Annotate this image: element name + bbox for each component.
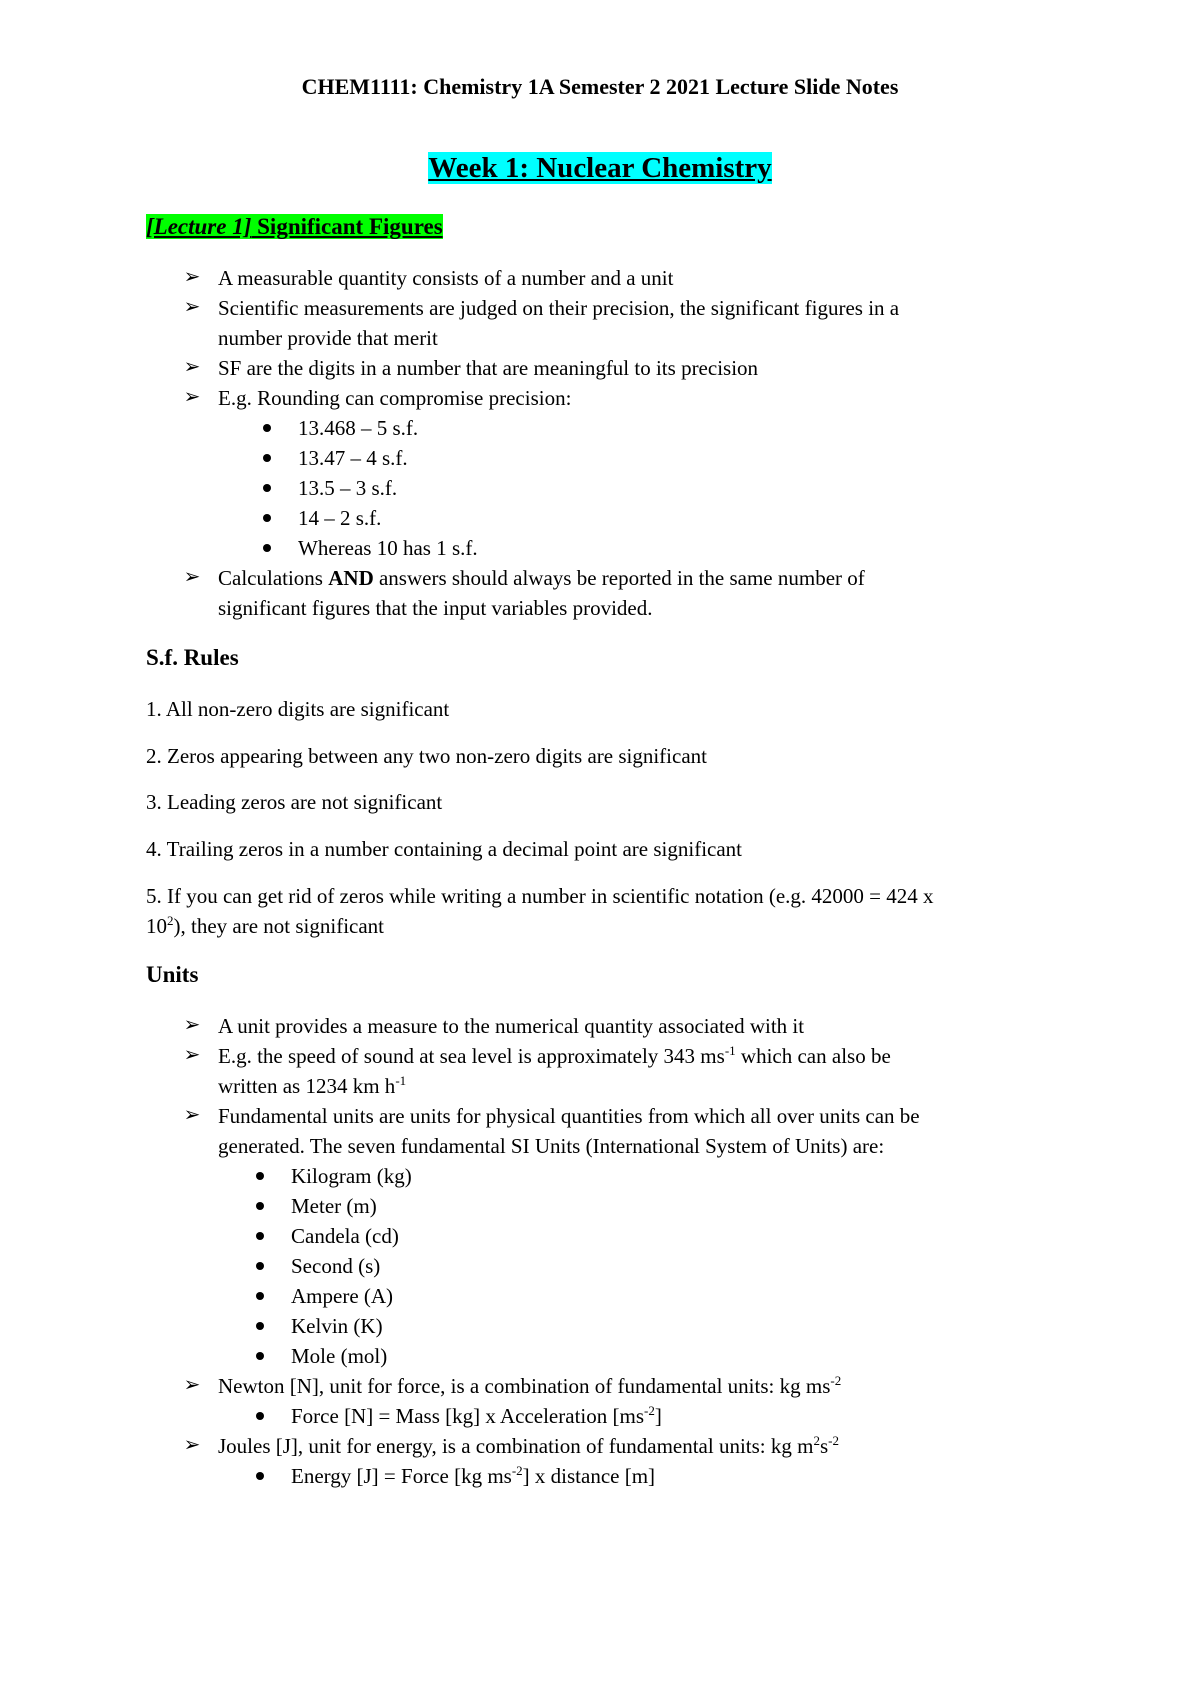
lecture-title: Significant Figures [251, 214, 443, 239]
si-unit-item: Meter (m) [291, 1194, 377, 1218]
joule-point [218, 1431, 839, 1461]
text-run: answers should always be reported in the same number of [373, 566, 865, 590]
arrow-bullet-icon: ➢ [183, 1374, 201, 1396]
rule-3: 3. Leading zeros are not significant [146, 790, 443, 814]
lecture-tag: [Lecture 1] [146, 214, 252, 239]
text-run: ] [654, 1404, 662, 1428]
text-run: Newton [N], unit for force, is a combination of fundamental units: kg ms [218, 1374, 831, 1398]
text-run: ] x distance [m] [522, 1464, 656, 1488]
text-run: s [819, 1434, 829, 1458]
bullet-icon [256, 1322, 264, 1330]
page-title [0, 152, 1200, 185]
energy-equation [291, 1461, 655, 1491]
si-unit-item: Second (s) [291, 1254, 381, 1278]
units-point-3a: Fundamental units are units for physical quantities from which all over units can be [218, 1104, 920, 1128]
superscript: 2 [167, 913, 174, 928]
superscript: -2 [644, 1403, 655, 1418]
bullet-icon [256, 1352, 264, 1360]
bold-run: AND [328, 566, 374, 590]
text-run: Joules [J], unit for energy, is a combination of fundamental units: kg m [218, 1434, 814, 1458]
rounding-item: 14 – 2 s.f. [298, 506, 382, 530]
units-point-3b: generated. The seven fundamental SI Units (International System of Units) are: [218, 1134, 885, 1158]
sigfig-point-2a: Scientific measurements are judged on their precision, the significant figures in a [218, 296, 900, 320]
bullet-icon [256, 1472, 264, 1480]
rule-5a: 5. If you can get rid of zeros while writing a number in scientific notation (e.g. 42000 = 424 x [146, 884, 934, 908]
superscript: -2 [830, 1373, 842, 1388]
bullet-icon [256, 1202, 264, 1210]
rounding-item: 13.47 – 4 s.f. [298, 446, 408, 470]
rounding-item: Whereas 10 has 1 s.f. [298, 536, 478, 560]
units-point-2b [218, 1071, 406, 1101]
arrow-bullet-icon: ➢ [183, 356, 201, 378]
lecture-heading [146, 214, 443, 240]
lecture-highlight [146, 214, 443, 239]
units-point-1: A unit provides a measure to the numerical quantity associated with it [218, 1014, 805, 1038]
bullet-icon [263, 424, 271, 432]
rule-2: 2. Zeros appearing between any two non-zero digits are significant [146, 744, 707, 768]
superscript: -2 [511, 1463, 523, 1478]
rule-5b [146, 911, 384, 941]
units-heading: Units [146, 962, 199, 987]
bullet-icon [256, 1412, 264, 1420]
text-run: ), they are not significant [173, 914, 385, 938]
newton-point [218, 1371, 841, 1401]
sigfig-point-5a [218, 563, 865, 593]
si-unit-item: Candela (cd) [291, 1224, 399, 1248]
text-run: 10 [146, 914, 167, 938]
si-unit-item: Kilogram (kg) [291, 1164, 412, 1188]
arrow-bullet-icon: ➢ [183, 1104, 201, 1126]
superscript: -2 [828, 1433, 840, 1448]
sigfig-point-1: A measurable quantity consists of a number and a unit [218, 266, 674, 290]
sigfig-point-2b: number provide that merit [218, 326, 438, 350]
arrow-bullet-icon: ➢ [183, 386, 201, 408]
bullet-icon [256, 1172, 264, 1180]
text-run: Calculations [218, 566, 329, 590]
sigfig-point-4: E.g. Rounding can compromise precision: [218, 386, 572, 410]
text-run: Energy [J] = Force [kg ms [291, 1464, 512, 1488]
bullet-icon [263, 544, 271, 552]
si-unit-item: Ampere (A) [291, 1284, 394, 1308]
arrow-bullet-icon: ➢ [183, 266, 201, 288]
arrow-bullet-icon: ➢ [183, 1044, 201, 1066]
text-run: E.g. the speed of sound at sea level is approximately 343 ms [218, 1044, 725, 1068]
rules-heading: S.f. Rules [146, 645, 239, 670]
title-text: Week 1: Nuclear Chemistry [428, 152, 772, 184]
text-run: which can also be [735, 1044, 891, 1068]
arrow-bullet-icon: ➢ [183, 296, 201, 318]
document-header: CHEM1111: Chemistry 1A Semester 2 2021 Lecture Slide Notes [301, 74, 899, 99]
rule-4: 4. Trailing zeros in a number containing a decimal point are significant [146, 837, 743, 861]
arrow-bullet-icon: ➢ [183, 1434, 201, 1456]
bullet-icon [256, 1262, 264, 1270]
force-equation [291, 1401, 662, 1431]
bullet-icon [256, 1292, 264, 1300]
text-run: written as 1234 km h [218, 1074, 396, 1098]
rounding-item: 13.5 – 3 s.f. [298, 476, 398, 500]
text-run: Force [N] = Mass [kg] x Acceleration [ms [291, 1404, 644, 1428]
rule-1: 1. All non-zero digits are significant [146, 697, 450, 721]
si-unit-item: Mole (mol) [291, 1344, 388, 1368]
arrow-bullet-icon: ➢ [183, 1014, 201, 1036]
bullet-icon [263, 484, 271, 492]
arrow-bullet-icon: ➢ [183, 566, 201, 588]
sigfig-point-5b: significant figures that the input variables provided. [218, 596, 653, 620]
superscript: 2 [813, 1433, 820, 1448]
superscript: -1 [724, 1043, 736, 1058]
bullet-icon [256, 1232, 264, 1240]
bullet-icon [263, 454, 271, 462]
sigfig-point-3: SF are the digits in a number that are meaningful to its precision [218, 356, 759, 380]
superscript: -1 [395, 1073, 407, 1088]
si-unit-item: Kelvin (K) [291, 1314, 383, 1338]
rounding-item: 13.468 – 5 s.f. [298, 416, 419, 440]
units-point-2a [218, 1041, 891, 1071]
bullet-icon [263, 514, 271, 522]
